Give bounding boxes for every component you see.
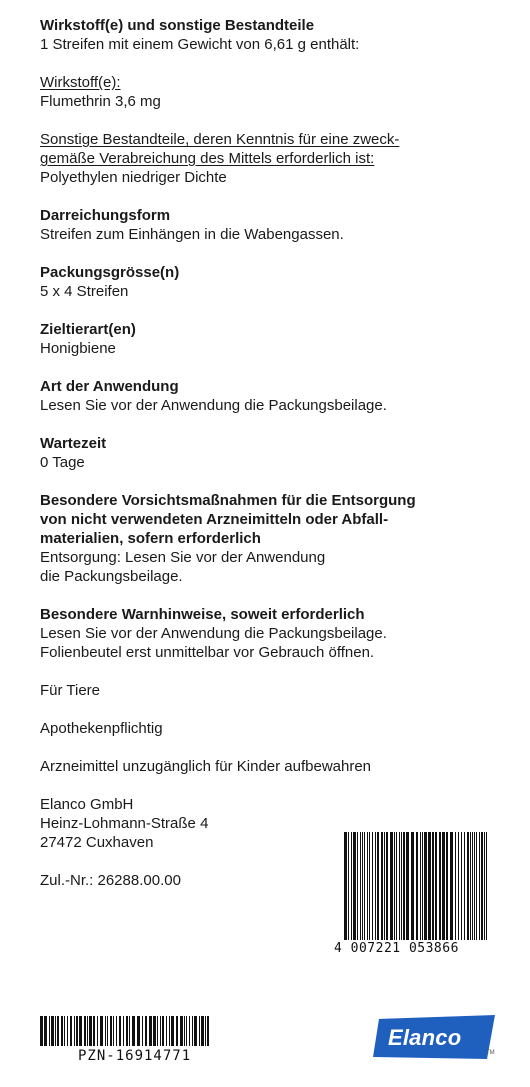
barcode-bar bbox=[369, 832, 370, 940]
trademark-mark: TM bbox=[486, 1050, 495, 1056]
barcode-bar bbox=[486, 832, 487, 940]
barcode-bar bbox=[348, 832, 349, 940]
warnings-value-1: Lesen Sie vor der Anwendung die Packungsbeilage. bbox=[40, 625, 387, 642]
form-value: Streifen zum Einhängen in die Wabengassen. bbox=[40, 226, 344, 243]
warnings-section bbox=[40, 605, 500, 662]
barcode-bar bbox=[432, 832, 434, 940]
warnings-value-2: Folienbeutel erst unmittelbar vor Gebrauch öffnen. bbox=[40, 644, 375, 661]
barcode-bar bbox=[367, 832, 368, 940]
barcode-bar bbox=[470, 832, 471, 940]
withdrawal-value: 0 Tage bbox=[40, 454, 85, 471]
barcode-bar bbox=[351, 832, 352, 940]
other-heading-2: gemäße Verabreichung des Mittels erforderlich ist: bbox=[40, 150, 375, 167]
target-species-heading: Zieltierart(en) bbox=[40, 321, 136, 338]
withdrawal-heading: Wartezeit bbox=[40, 435, 107, 452]
barcode-bar bbox=[192, 1016, 193, 1046]
barcode-bar bbox=[166, 1016, 167, 1046]
barcode-bar bbox=[119, 1016, 121, 1046]
barcode-bar bbox=[145, 1016, 147, 1046]
disposal-value-2: die Packungsbeilage. bbox=[40, 568, 183, 585]
elanco-logo-text: Elanco bbox=[388, 1025, 462, 1050]
barcode-bar bbox=[481, 832, 483, 940]
keep-away-notice: Arzneimittel unzugänglich für Kinder aufbewahren bbox=[40, 758, 372, 775]
barcode-bar bbox=[428, 832, 431, 940]
withdrawal-section bbox=[40, 434, 500, 472]
pack-size-section bbox=[40, 263, 500, 301]
barcode-bar bbox=[126, 1016, 128, 1046]
barcode-bar bbox=[171, 1016, 174, 1046]
barcode-bar bbox=[375, 832, 376, 940]
barcode-bar bbox=[386, 832, 388, 940]
barcode-bar bbox=[472, 832, 473, 940]
other-value: Polyethylen niedriger Dichte bbox=[40, 169, 227, 186]
barcode-bar bbox=[364, 832, 365, 940]
administration-value: Lesen Sie vor der Anwendung die Packungsbeilage. bbox=[40, 397, 387, 414]
barcode-bar bbox=[199, 1016, 200, 1046]
approval-number: Zul.-Nr.: 26288.00.00 bbox=[40, 872, 181, 889]
barcode-bar bbox=[40, 1016, 43, 1046]
administration-section bbox=[40, 377, 500, 415]
barcode-bar bbox=[396, 832, 397, 940]
barcode-bar bbox=[390, 832, 393, 940]
barcode-bar bbox=[450, 832, 453, 940]
barcode-bar bbox=[476, 832, 477, 940]
barcode-bar bbox=[107, 1016, 108, 1046]
barcode-bar bbox=[64, 1016, 65, 1046]
barcode-bar bbox=[142, 1016, 143, 1046]
barcode-bar bbox=[479, 832, 480, 940]
barcode-bar bbox=[79, 1016, 82, 1046]
barcode-bar bbox=[446, 832, 448, 940]
barcode-bar bbox=[422, 832, 423, 940]
company-street: Heinz-Lohmann-Straße 4 bbox=[40, 815, 209, 832]
barcode-bar bbox=[384, 832, 385, 940]
barcode-bar bbox=[372, 832, 373, 940]
barcode-bar bbox=[189, 1016, 190, 1046]
barcode-bar bbox=[116, 1016, 117, 1046]
disposal-heading-2: von nicht verwendeten Arzneimitteln oder Abfall- bbox=[40, 511, 389, 528]
barcode-bar bbox=[455, 832, 456, 940]
active-value: Flumethrin 3,6 mg bbox=[40, 93, 161, 110]
barcode-bar bbox=[169, 1016, 170, 1046]
barcode-bar bbox=[55, 1016, 56, 1046]
administration-heading: Art der Anwendung bbox=[40, 378, 179, 395]
barcode-bar bbox=[132, 1016, 135, 1046]
barcode-bar bbox=[353, 832, 356, 940]
barcode-bar bbox=[474, 832, 475, 940]
barcode-bar bbox=[76, 1016, 78, 1046]
ingredients-heading: Wirkstoff(e) und sonstige Bestandteile bbox=[40, 17, 315, 34]
barcode-bar bbox=[153, 1016, 156, 1046]
pack-size-value: 5 x 4 Streifen bbox=[40, 283, 129, 300]
barcode-bar bbox=[205, 1016, 206, 1046]
disposal-heading-1: Besondere Vorsichtsmaßnahmen für die Entsorgung bbox=[40, 492, 416, 509]
disposal-section bbox=[40, 491, 500, 586]
barcode-bar bbox=[162, 1016, 164, 1046]
barcode-bar bbox=[123, 1016, 124, 1046]
barcode-bar bbox=[381, 832, 383, 940]
barcode-bar bbox=[44, 1016, 47, 1046]
barcode-bar bbox=[157, 1016, 158, 1046]
barcode-bar bbox=[467, 832, 469, 940]
ingredients-section bbox=[40, 16, 500, 187]
barcode-bar bbox=[74, 1016, 75, 1046]
barcode-bar bbox=[51, 1016, 54, 1046]
target-species-section bbox=[40, 320, 500, 358]
barcode-bar bbox=[420, 832, 421, 940]
barcode-bar bbox=[129, 1016, 130, 1046]
ean-digits: 4 007221 053866 bbox=[334, 941, 459, 956]
barcode-bar bbox=[411, 832, 414, 940]
ean-barcode bbox=[344, 832, 490, 940]
ingredients-line: 1 Streifen mit einem Gewicht von 6,61 g enthält: bbox=[40, 36, 360, 53]
barcode-bar bbox=[180, 1016, 183, 1046]
barcode-bar bbox=[100, 1016, 103, 1046]
barcode-bar bbox=[403, 832, 405, 940]
barcode-bar bbox=[110, 1016, 112, 1046]
barcode-bar bbox=[61, 1016, 63, 1046]
company-name: Elanco GmbH bbox=[40, 796, 134, 813]
barcode-bar bbox=[194, 1016, 197, 1046]
barcode-bar bbox=[149, 1016, 152, 1046]
pharmacy-only: Apothekenpflichtig bbox=[40, 720, 163, 737]
barcode-bar bbox=[461, 832, 462, 940]
form-section bbox=[40, 206, 500, 244]
pack-size-heading: Packungsgrösse(n) bbox=[40, 264, 180, 281]
barcode-bar bbox=[344, 832, 347, 940]
barcode-bar bbox=[113, 1016, 114, 1046]
barcode-bar bbox=[160, 1016, 161, 1046]
barcode-bar bbox=[360, 832, 361, 940]
barcode-bar bbox=[484, 832, 485, 940]
barcode-bar bbox=[435, 832, 437, 940]
barcode-bar bbox=[207, 1016, 209, 1046]
barcode-bar bbox=[416, 832, 418, 940]
barcode-bar bbox=[401, 832, 402, 940]
barcode-bar bbox=[105, 1016, 106, 1046]
barcode-bar bbox=[201, 1016, 204, 1046]
barcode-bar bbox=[137, 1016, 140, 1046]
pzn-barcode bbox=[40, 1016, 210, 1046]
barcode-bar bbox=[377, 832, 379, 940]
pzn-number: PZN-16914771 bbox=[78, 1048, 192, 1064]
barcode-bar bbox=[97, 1016, 98, 1046]
barcode-bar bbox=[67, 1016, 68, 1046]
form-heading: Darreichungsform bbox=[40, 207, 171, 224]
barcode-bar bbox=[406, 832, 409, 940]
barcode-bar bbox=[57, 1016, 59, 1046]
barcode-bar bbox=[176, 1016, 178, 1046]
target-species-value: Honigbiene bbox=[40, 340, 116, 357]
barcode-bar bbox=[87, 1016, 88, 1046]
barcode-bar bbox=[184, 1016, 185, 1046]
other-heading-1: Sonstige Bestandteile, deren Kenntnis für eine zweck- bbox=[40, 131, 400, 148]
barcode-bar bbox=[93, 1016, 95, 1046]
barcode-bar bbox=[394, 832, 395, 940]
barcode-bar bbox=[464, 832, 465, 940]
barcode-bar bbox=[84, 1016, 86, 1046]
barcode-bar bbox=[49, 1016, 50, 1046]
barcode-bar bbox=[439, 832, 441, 940]
barcode-bar bbox=[424, 832, 427, 940]
warnings-heading: Besondere Warnhinweise, soweit erforderlich bbox=[40, 606, 365, 623]
barcode-bar bbox=[442, 832, 445, 940]
active-heading: Wirkstoff(e): bbox=[40, 74, 121, 91]
barcode-bar bbox=[357, 832, 358, 940]
for-animals: Für Tiere bbox=[40, 682, 101, 699]
barcode-bar bbox=[458, 832, 459, 940]
company-city: 27472 Cuxhaven bbox=[40, 834, 154, 851]
label-text bbox=[40, 16, 500, 909]
barcode-bar bbox=[89, 1016, 92, 1046]
disposal-heading-3: materialien, sofern erforderlich bbox=[40, 530, 261, 547]
barcode-bar bbox=[186, 1016, 187, 1046]
barcode-bar bbox=[362, 832, 363, 940]
disposal-value-1: Entsorgung: Lesen Sie vor der Anwendung bbox=[40, 549, 326, 566]
barcode-bar bbox=[70, 1016, 72, 1046]
barcode-bar bbox=[399, 832, 400, 940]
